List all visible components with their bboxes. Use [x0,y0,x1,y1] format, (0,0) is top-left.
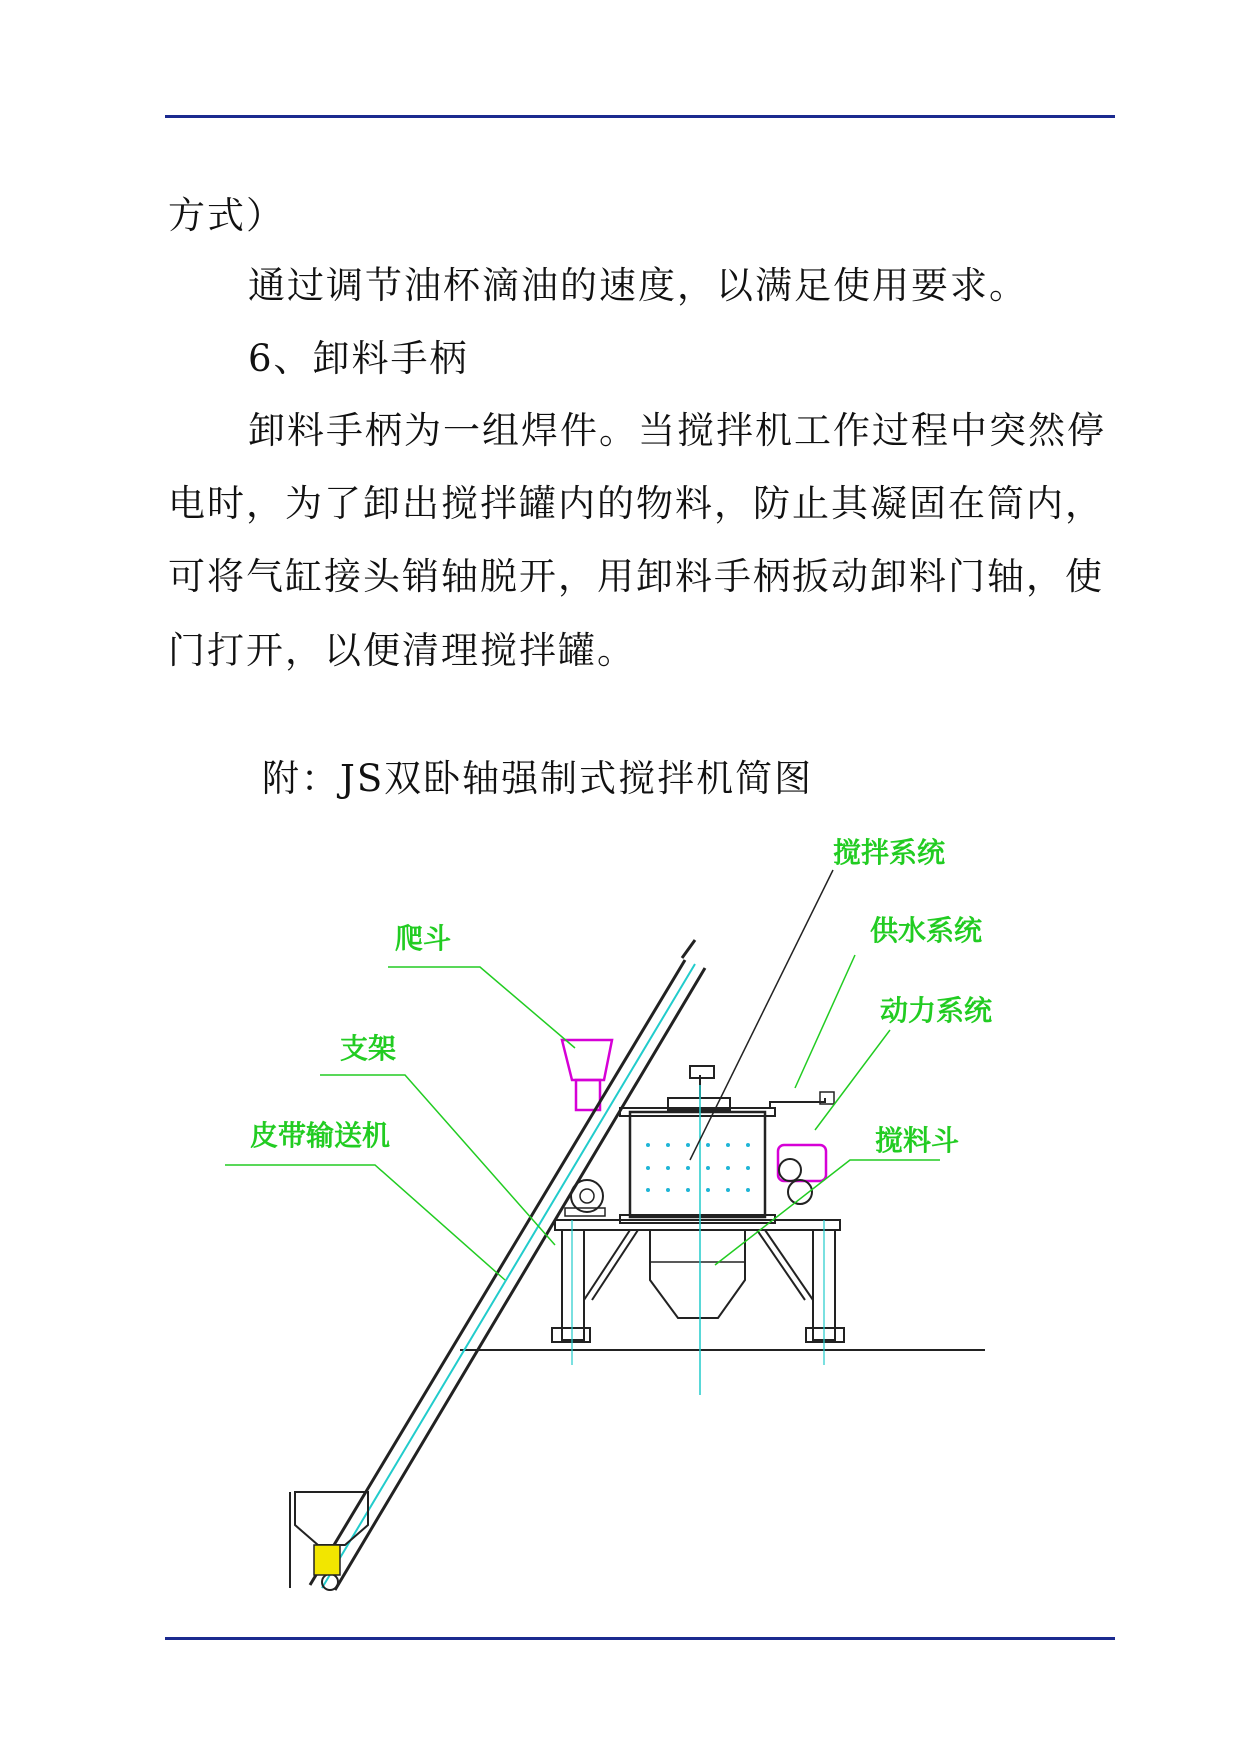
paragraph-line-5: 电时，为了卸出搅拌罐内的物料，防止其凝固在筒内， [168,482,1104,525]
frame-brace-left [584,1230,630,1300]
label-support: 支架 [340,1032,397,1065]
drum-dots [646,1143,750,1192]
paragraph-line-4: 卸料手柄为一组焊件。当搅拌机工作过程中突然停 [248,409,1106,452]
leader-water-supply [795,955,855,1088]
motor-housing [778,1145,826,1181]
paragraph-line-7: 门打开，以便清理搅拌罐。 [168,629,636,672]
label-discharge-hopper: 搅料斗 [875,1124,960,1157]
leader-belt-conveyor [225,1165,505,1280]
label-power-system: 动力系统 [880,994,993,1027]
frame-top-beam [555,1220,840,1230]
frame-leg-left [562,1230,584,1340]
section-heading: 6、卸料手柄 [248,337,469,380]
paragraph-line-6: 可将气缸接头销轴脱开，用卸料手柄扳动卸料门轴，使 [168,555,1104,598]
paragraph-line-1: 方式） [168,194,285,237]
label-mixing-system: 搅拌系统 [833,836,946,869]
label-water-supply: 供水系统 [870,914,983,947]
leader-discharge-hopper [715,1160,940,1265]
feed-gate [314,1545,340,1575]
skip-hopper [562,1040,612,1080]
frame-brace-right [765,1230,813,1300]
water-pipe [770,1098,825,1108]
paragraph-line-2: 通过调节油杯滴油的速度，以满足使用要求。 [248,264,1028,307]
water-valve [690,1066,714,1078]
label-belt-conveyor: 皮带输送机 [250,1119,391,1152]
discharge-cone [650,1230,745,1318]
feed-hopper [295,1492,368,1545]
leader-hopper [388,967,575,1048]
motor-pulley [779,1159,801,1181]
label-hopper: 爬斗 [395,922,452,955]
leader-power-system [815,1030,890,1130]
figure-caption: 附：JS双卧轴强制式搅拌机简图 [262,757,814,800]
mixing-drum [630,1112,765,1217]
footer-rule [165,1637,1115,1640]
